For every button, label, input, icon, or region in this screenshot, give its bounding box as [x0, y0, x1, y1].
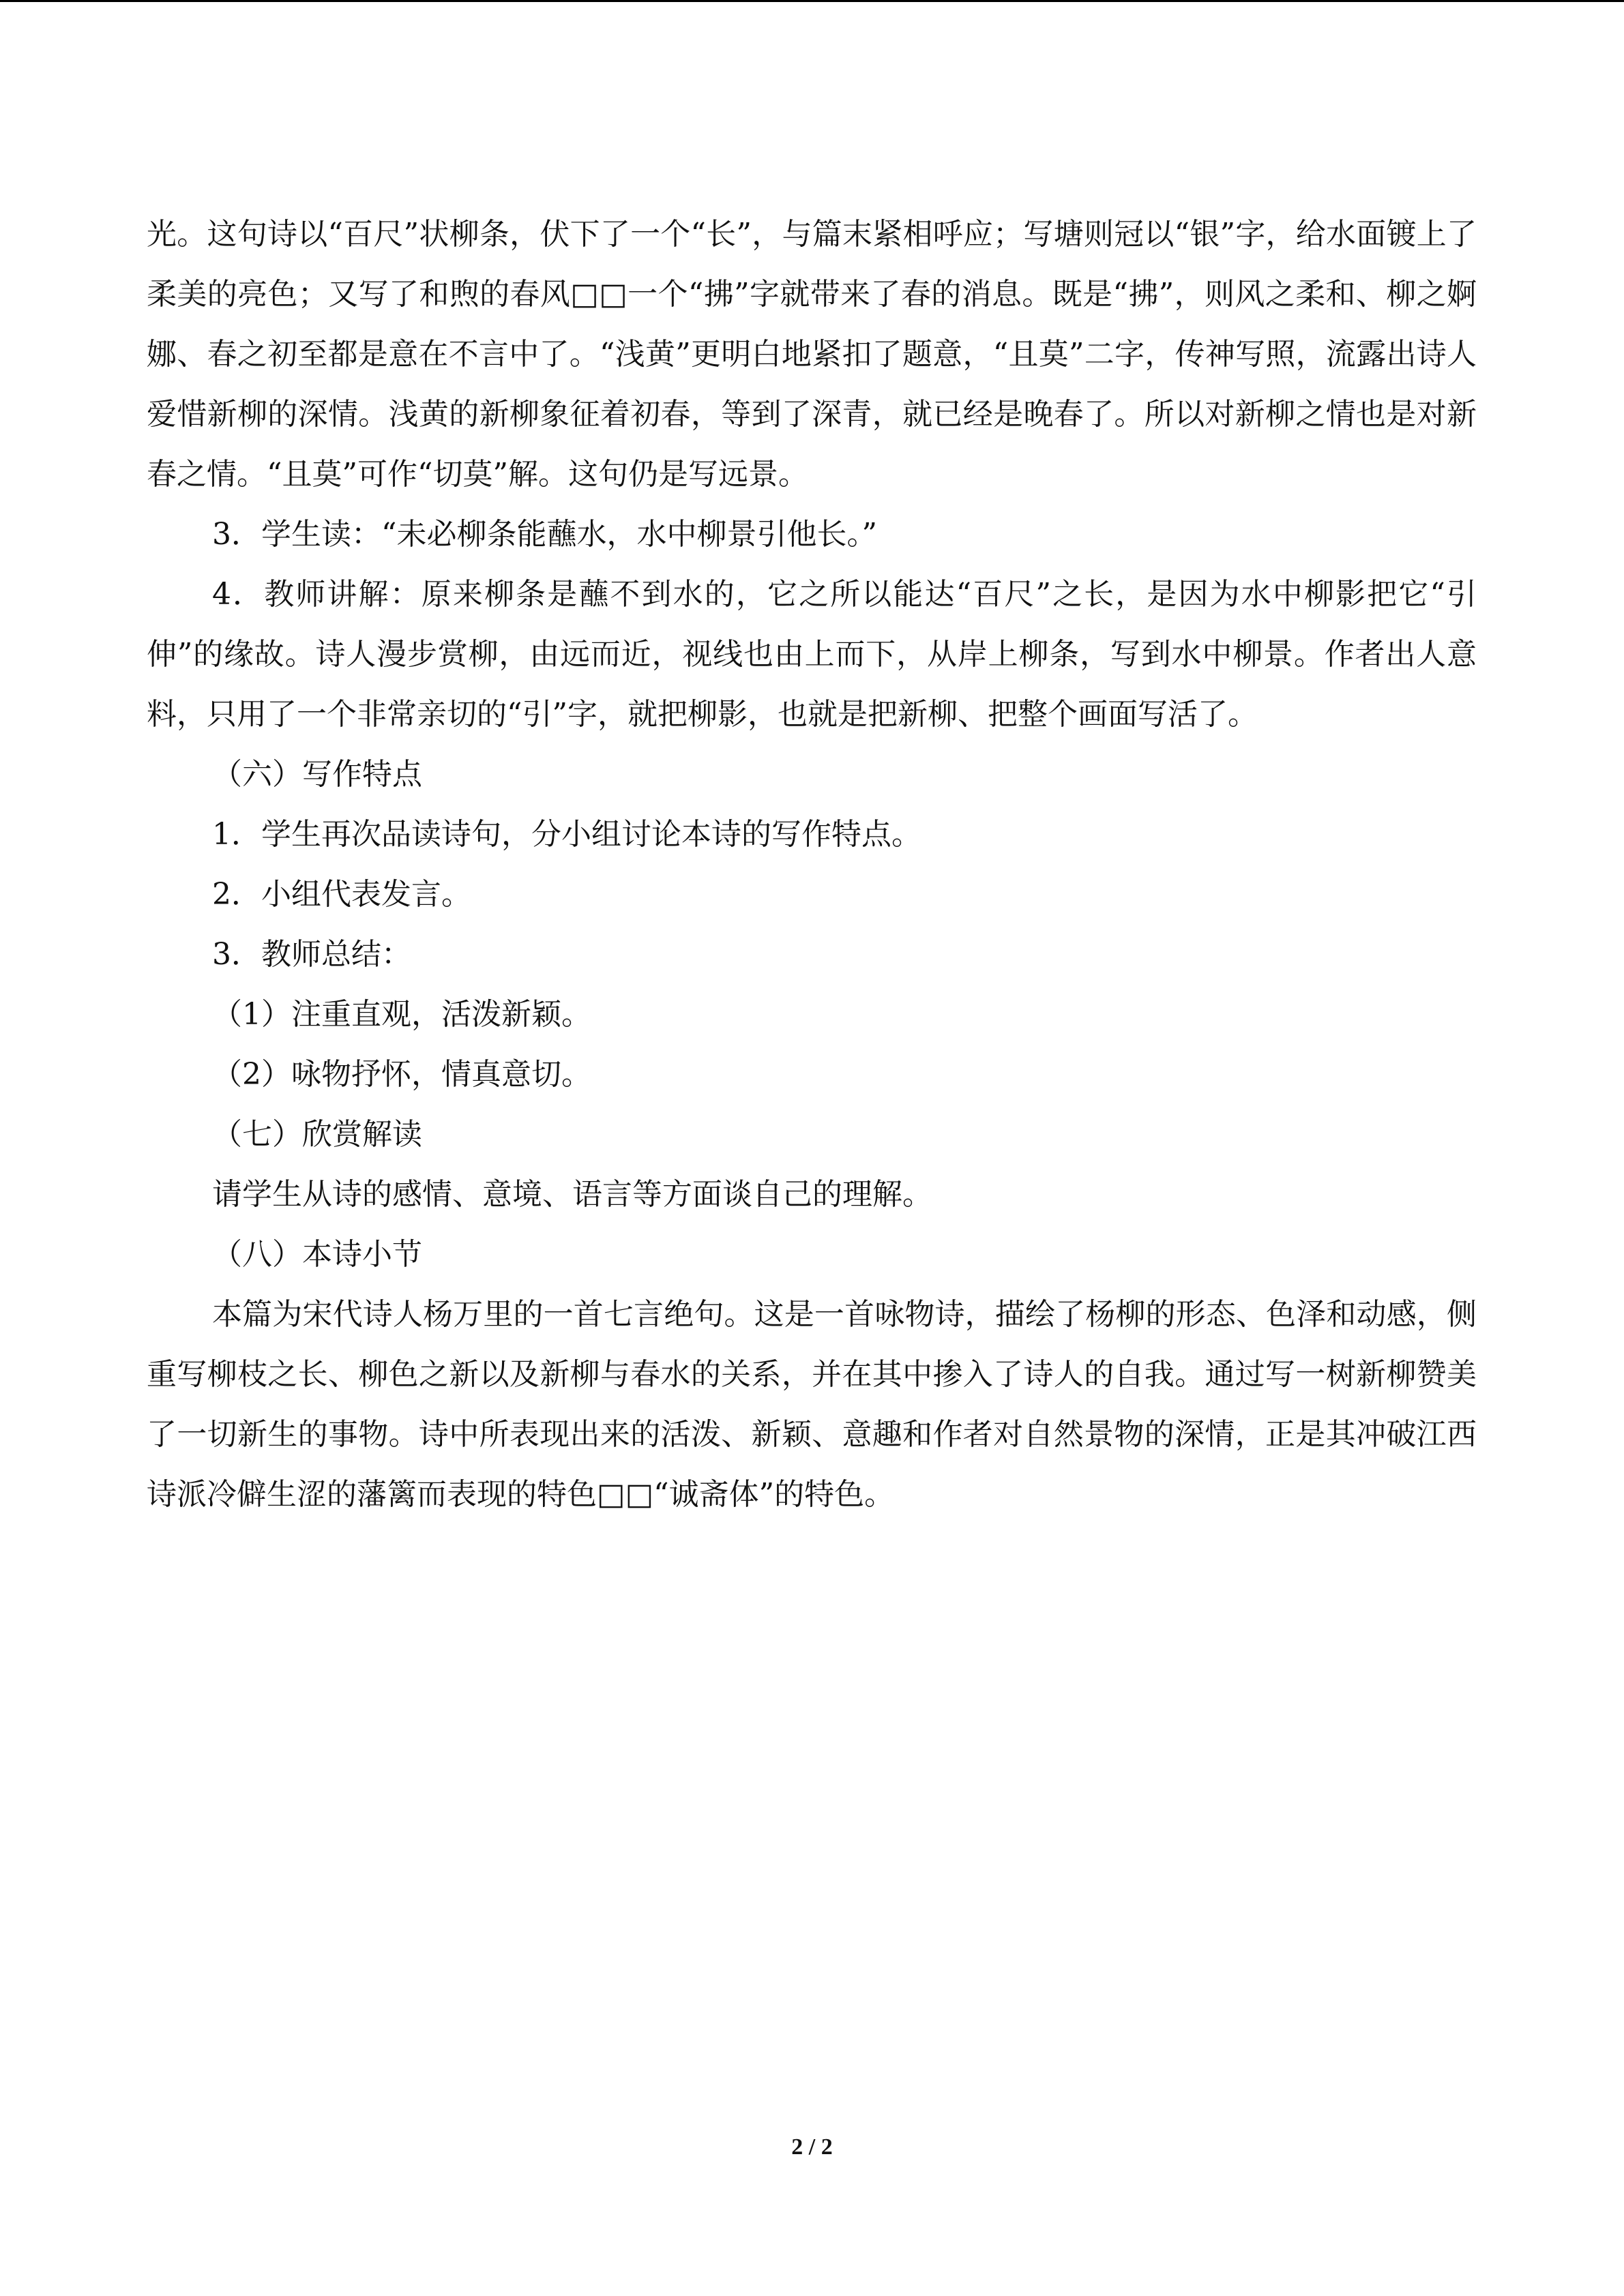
section-7-text: 请学生从诗的感情、意境、语言等方面谈自己的理解。 [212, 1177, 932, 1212]
step-4-teacher-explanation: 4．教师讲解：原来柳条是蘸不到水的，它之所以能达“百尺”之长，是因为水中柳影把它“引伸”的缘故。诗人漫步赏柳，由远而近，视线也由上而下，从岸上柳条，写到水中柳景。作者出人意料，只用了一个非常亲切的“引”字，就把柳影，也就是把新柳、把整个画面写活了。 [147, 577, 1477, 732]
section-8-heading: （八）本诗小节 [212, 1237, 422, 1272]
top-border-line [0, 0, 1624, 2]
section-6-item-3: 3．教师总结： [212, 937, 411, 972]
section-8-text: 本篇为宋代诗人杨万里的一首七言绝句。这是一首咏物诗，描绘了杨柳的形态、色泽和动感，侧重写柳枝之长、柳色之新以及新柳与春水的关系，并在其中掺入了诗人的自我。通过写一树新柳赞美了一切新生的事物。诗中所表现出来的活泼、新颖、意趣和作者对自然景物的深情，正是其冲破江西诗派冷僻生涩的藩篱而表现的特色□□“诚斋体”的特色。 [147, 1297, 1477, 1512]
section-7-heading: （七）欣赏解读 [212, 1117, 422, 1152]
section-6-heading: （六）写作特点 [212, 757, 422, 792]
section-6-item-1: 1．学生再次品读诗句，分小组讨论本诗的写作特点。 [212, 817, 921, 852]
continuation-paragraph: 光。这句诗以“百尺”状柳条，伏下了一个“长”，与篇末紧相呼应；写塘则冠以“银”字，给水面镀上了柔美的亮色；又写了和煦的春风□□一个“拂”字就带来了春的消息。既是“拂”，则风之柔和、柳之婀娜、春之初至都是意在不言中了。“浅黄”更明白地紧扣了题意，“且莫”二字，传神写照，流露出诗人爱惜新柳的深情。浅黄的新柳象征着初春，等到了深青，就已经是晚春了。所以对新柳之情也是对新春之情。“且莫”可作“切莫”解。这句仍是写远景。 [147, 217, 1477, 492]
section-6-item-2: 2．小组代表发言。 [212, 877, 471, 912]
document-body [147, 205, 1477, 1525]
page-number: 2 / 2 [791, 2134, 833, 2160]
section-6-subitem-1: （1）注重直观，活泼新颖。 [212, 997, 591, 1032]
section-6-subitem-2: （2）咏物抒怀，情真意切。 [212, 1057, 591, 1092]
step-3-student-reading: 3．学生读：“未必柳条能蘸水，水中柳景引他长。” [212, 517, 877, 552]
